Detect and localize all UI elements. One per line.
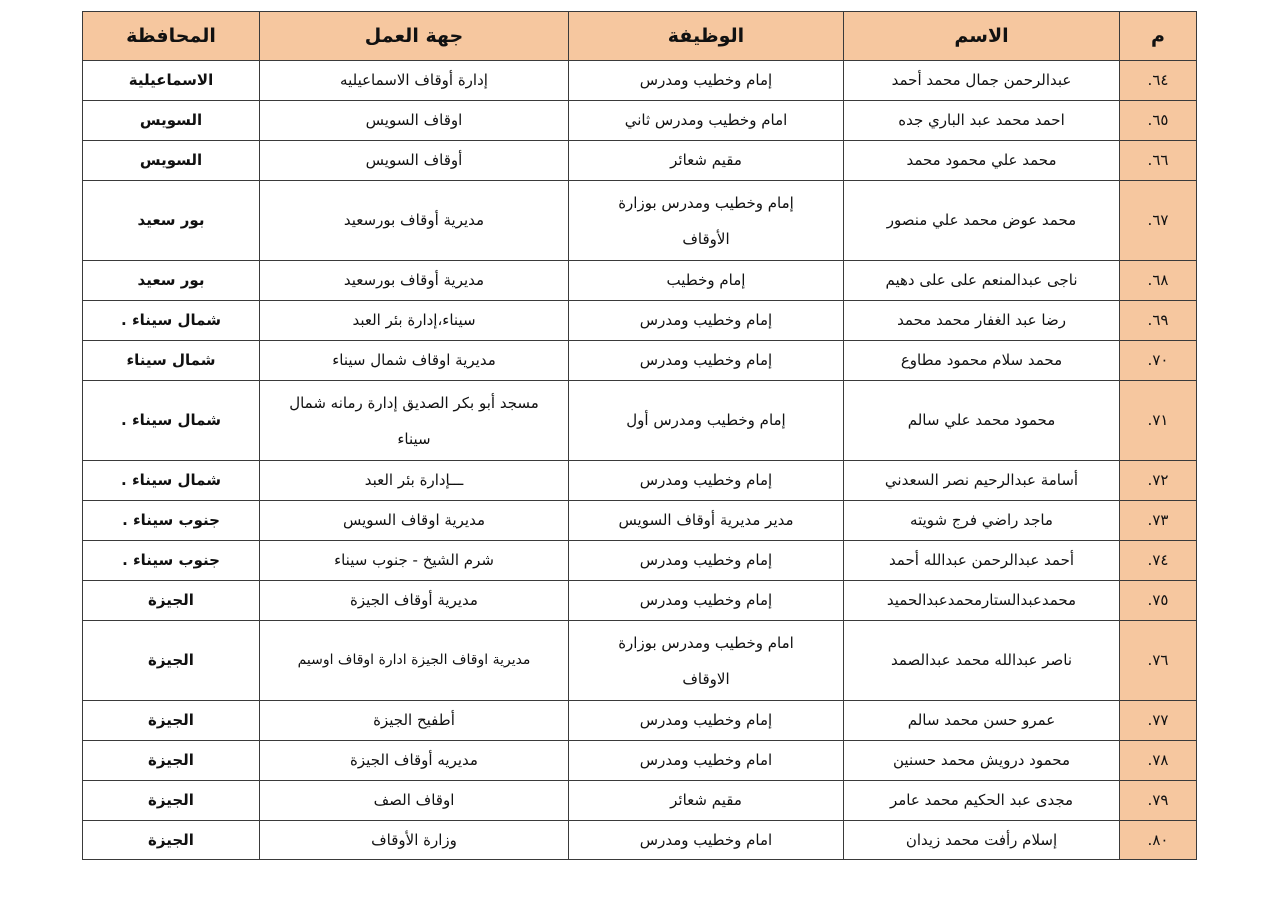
row-number: ٦٨. <box>1120 261 1197 301</box>
row-name: عمرو حسن محمد سالم <box>844 701 1120 741</box>
row-name: عبدالرحمن جمال محمد أحمد <box>844 61 1120 101</box>
table-row <box>83 261 1197 301</box>
table-row <box>83 301 1197 341</box>
row-job: إمام وخطيب ومدرس أول <box>569 381 844 461</box>
row-name: ناصر عبدالله محمد عبدالصمد <box>844 621 1120 701</box>
table-row <box>83 581 1197 621</box>
row-number: ٦٥. <box>1120 101 1197 141</box>
row-workplace: مديرية اوقاف السويس <box>260 501 569 541</box>
row-workplace: سيناء،إدارة بئر العبد <box>260 301 569 341</box>
row-number: ٧٨. <box>1120 741 1197 781</box>
row-job: إمام وخطيب ومدرس <box>569 701 844 741</box>
table-row <box>83 781 1197 821</box>
row-name: أسامة عبدالرحيم نصر السعدني <box>844 461 1120 501</box>
row-number: ٧٧. <box>1120 701 1197 741</box>
row-number: ٧٩. <box>1120 781 1197 821</box>
table-row <box>83 181 1197 261</box>
table-row <box>83 141 1197 181</box>
row-name: ماجد راضي فرج شويته <box>844 501 1120 541</box>
row-number: ٦٧. <box>1120 181 1197 261</box>
row-workplace: شرم الشيخ - جنوب سيناء <box>260 541 569 581</box>
staff-table <box>82 11 1197 860</box>
row-workplace: اوقاف السويس <box>260 101 569 141</box>
row-workplace: وزارة الأوقاف <box>260 821 569 860</box>
row-number: ٨٠. <box>1120 821 1197 860</box>
row-number: ٦٤. <box>1120 61 1197 101</box>
row-job: إمام وخطيب ومدرس <box>569 341 844 381</box>
row-job: إمام وخطيب ومدرس <box>569 461 844 501</box>
row-name: محمد علي محمود محمد <box>844 141 1120 181</box>
row-number: ٧١. <box>1120 381 1197 461</box>
row-number: ٦٩. <box>1120 301 1197 341</box>
row-name: محمد عوض محمد علي منصور <box>844 181 1120 261</box>
row-governorate: شمال سيناء . <box>83 301 260 341</box>
row-name: محمدعبدالستارمحمدعبدالحميد <box>844 581 1120 621</box>
row-workplace: أوقاف السويس <box>260 141 569 181</box>
header-number: م <box>1120 12 1197 61</box>
table-header-row <box>83 12 1197 61</box>
row-job: امام وخطيب ومدرس بوزارة الاوقاف <box>569 621 844 701</box>
row-governorate: شمال سيناء <box>83 341 260 381</box>
row-governorate: الجيزة <box>83 781 260 821</box>
table-row <box>83 461 1197 501</box>
row-job: مقيم شعائر <box>569 141 844 181</box>
row-job: امام وخطيب ومدرس <box>569 821 844 860</box>
table-row <box>83 501 1197 541</box>
row-governorate: الجيزة <box>83 581 260 621</box>
table-row <box>83 381 1197 461</box>
row-workplace: إدارة أوقاف الاسماعيليه <box>260 61 569 101</box>
row-workplace: مسجد أبو بكر الصديق إدارة رمانه شمال سيناء <box>260 381 569 461</box>
row-workplace: مديرية أوقاف بورسعيد <box>260 261 569 301</box>
row-number: ٧٢. <box>1120 461 1197 501</box>
row-governorate: بور سعيد <box>83 261 260 301</box>
row-governorate: شمال سيناء . <box>83 381 260 461</box>
table-row <box>83 621 1197 701</box>
row-name: محمود محمد علي سالم <box>844 381 1120 461</box>
row-name: مجدى عبد الحكيم محمد عامر <box>844 781 1120 821</box>
header-workplace: جهة العمل <box>260 12 569 61</box>
header-governorate: المحافظة <box>83 12 260 61</box>
row-number: ٧٠. <box>1120 341 1197 381</box>
row-job: إمام وخطيب ومدرس <box>569 61 844 101</box>
row-workplace: أطفيح الجيزة <box>260 701 569 741</box>
table-row <box>83 61 1197 101</box>
row-governorate: الجيزة <box>83 741 260 781</box>
row-workplace: مديرية أوقاف بورسعيد <box>260 181 569 261</box>
header-job: الوظيفة <box>569 12 844 61</box>
table-row <box>83 701 1197 741</box>
row-governorate: بور سعيد <box>83 181 260 261</box>
row-number: ٦٦. <box>1120 141 1197 181</box>
row-number: ٧٦. <box>1120 621 1197 701</box>
table-row <box>83 741 1197 781</box>
row-job: إمام وخطيب ومدرس <box>569 541 844 581</box>
row-job: إمام وخطيب <box>569 261 844 301</box>
document-sheet <box>83 11 1197 860</box>
table-row <box>83 541 1197 581</box>
row-name: ناجى عبدالمنعم على على دهيم <box>844 261 1120 301</box>
table-row <box>83 101 1197 141</box>
row-workplace: مديرية اوقاف الجيزة ادارة اوقاف اوسيم <box>260 621 569 701</box>
table-row <box>83 341 1197 381</box>
row-name: رضا عبد الغفار محمد محمد <box>844 301 1120 341</box>
row-workplace: ـــإدارة بئر العبد <box>260 461 569 501</box>
row-number: ٧٤. <box>1120 541 1197 581</box>
row-job: مدير مديرية أوقاف السويس <box>569 501 844 541</box>
row-name: احمد محمد عبد الباري جده <box>844 101 1120 141</box>
row-job: إمام وخطيب ومدرس <box>569 581 844 621</box>
row-governorate: الجيزة <box>83 821 260 860</box>
row-workplace: اوقاف الصف <box>260 781 569 821</box>
row-governorate: السويس <box>83 141 260 181</box>
row-workplace: مديرية اوقاف شمال سيناء <box>260 341 569 381</box>
row-job: إمام وخطيب ومدرس بوزارة الأوقاف <box>569 181 844 261</box>
row-governorate: شمال سيناء . <box>83 461 260 501</box>
row-number: ٧٥. <box>1120 581 1197 621</box>
row-name: إسلام رأفت محمد زيدان <box>844 821 1120 860</box>
row-governorate: الاسماعيلية <box>83 61 260 101</box>
row-name: محمد سلام محمود مطاوع <box>844 341 1120 381</box>
row-job: إمام وخطيب ومدرس <box>569 301 844 341</box>
row-job: مقيم شعائر <box>569 781 844 821</box>
row-number: ٧٣. <box>1120 501 1197 541</box>
row-workplace: مديرية أوقاف الجيزة <box>260 581 569 621</box>
table-row <box>83 821 1197 860</box>
row-governorate: جنوب سيناء . <box>83 541 260 581</box>
row-governorate: جنوب سيناء . <box>83 501 260 541</box>
row-governorate: السويس <box>83 101 260 141</box>
row-governorate: الجيزة <box>83 621 260 701</box>
row-workplace: مديريه أوقاف الجيزة <box>260 741 569 781</box>
row-job: امام وخطيب ومدرس ثاني <box>569 101 844 141</box>
row-job: امام وخطيب ومدرس <box>569 741 844 781</box>
row-name: أحمد عبدالرحمن عبدالله أحمد <box>844 541 1120 581</box>
row-name: محمود درويش محمد حسنين <box>844 741 1120 781</box>
row-governorate: الجيزة <box>83 701 260 741</box>
header-name: الاسم <box>844 12 1120 61</box>
